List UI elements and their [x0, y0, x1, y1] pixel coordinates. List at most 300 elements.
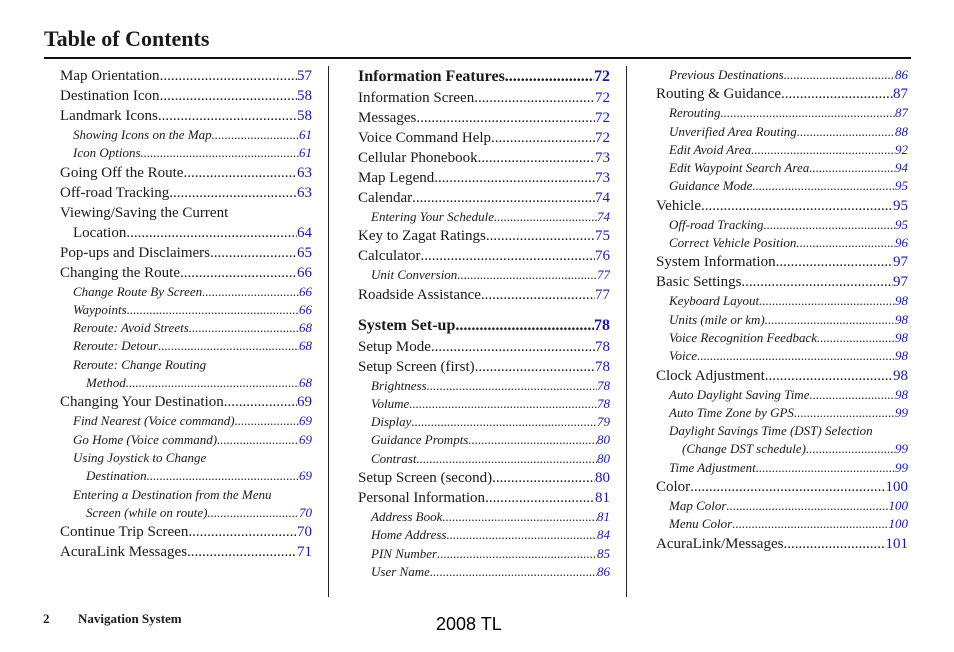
toc-page-link[interactable]: 75 — [595, 228, 610, 245]
dot-leader — [437, 545, 597, 563]
dot-leader — [481, 285, 595, 305]
toc-entry-title: Destination — [86, 468, 147, 484]
toc-page-link[interactable]: 70 — [297, 524, 312, 541]
toc-entry-title: Display — [371, 414, 412, 430]
dot-leader — [169, 183, 297, 203]
dot-leader — [126, 223, 297, 243]
toc-page-link[interactable]: 66 — [297, 264, 312, 281]
toc-entry[interactable] — [656, 216, 908, 234]
toc-entry-title: Menu Color — [669, 516, 733, 532]
toc-entry-title: Key to Zagat Ratings — [358, 228, 486, 245]
dot-leader — [796, 234, 895, 252]
toc-page-link[interactable]: 81 — [595, 490, 610, 507]
toc-page-link[interactable]: 100 — [888, 498, 908, 514]
toc-page-link[interactable]: 81 — [597, 509, 610, 525]
dot-leader — [141, 144, 299, 162]
toc-entry[interactable] — [60, 486, 312, 504]
toc-entry[interactable] — [656, 515, 908, 533]
toc-page-link[interactable]: 72 — [594, 68, 610, 85]
toc-entry-title: Screen (while on route) — [86, 504, 208, 520]
toc-entry[interactable] — [656, 534, 908, 554]
toc-entry[interactable] — [358, 226, 610, 246]
toc-entry[interactable] — [358, 266, 610, 284]
dot-leader — [160, 86, 297, 106]
toc-entry[interactable] — [358, 413, 610, 431]
toc-entry-title: Continue Trip Screen — [60, 524, 189, 541]
toc-page-link[interactable]: 99 — [895, 459, 908, 475]
dot-leader — [486, 226, 595, 246]
toc-page-link[interactable]: 78 — [597, 395, 610, 411]
toc-section-entry[interactable] — [358, 315, 610, 337]
dot-leader — [505, 66, 594, 88]
toc-entry-title: Icon Options — [73, 145, 141, 161]
toc-page-link[interactable]: 100 — [888, 516, 908, 532]
dot-leader — [412, 188, 595, 208]
toc-entry-title: Clock Adjustment — [656, 367, 765, 384]
toc-page-link[interactable]: 78 — [597, 377, 610, 393]
title-divider — [44, 57, 911, 59]
toc-page-link[interactable]: 66 — [299, 301, 312, 317]
dot-leader — [189, 319, 299, 337]
toc-entry[interactable] — [656, 141, 908, 159]
dot-leader — [485, 488, 595, 508]
toc-page-link[interactable]: 86 — [895, 67, 908, 82]
toc-entry-title: Auto Daylight Saving Time — [669, 386, 810, 402]
toc-entry[interactable] — [656, 422, 908, 440]
toc-entry-title: Calendar — [358, 190, 413, 206]
toc-entry[interactable] — [656, 459, 908, 477]
toc-page-link[interactable]: 86 — [597, 563, 610, 579]
toc-entry-title: Setup Screen (second) — [358, 470, 493, 487]
toc-page-link[interactable]: 64 — [297, 224, 312, 241]
toc-entry[interactable] — [60, 431, 312, 449]
toc-page-link[interactable]: 100 — [885, 479, 908, 496]
toc-page-link[interactable]: 95 — [895, 216, 908, 232]
toc-entry-title: Brightness — [371, 377, 427, 393]
toc-entry-title: System Information — [656, 254, 776, 271]
toc-entry-title: Change Route By Screen — [73, 283, 203, 299]
toc-entry[interactable] — [358, 563, 610, 581]
toc-page-link[interactable]: 61 — [299, 127, 312, 142]
dot-leader — [431, 337, 595, 357]
dot-leader — [126, 374, 299, 392]
dot-leader — [210, 243, 297, 263]
toc-entry[interactable] — [358, 545, 610, 563]
toc-entry-title: Off-road Tracking — [60, 184, 170, 201]
dot-leader — [809, 386, 895, 404]
toc-entry-title: Contrast — [371, 450, 417, 466]
toc-entry-title: Daylight Savings Time (DST) Selection — [669, 423, 873, 439]
dot-leader — [690, 477, 885, 497]
toc-entry[interactable] — [656, 440, 908, 458]
dot-leader — [446, 526, 597, 544]
toc-entry[interactable] — [60, 319, 312, 337]
toc-page-link[interactable]: 72 — [595, 90, 610, 106]
toc-entry[interactable] — [656, 66, 908, 84]
toc-entry-title: Changing the Route — [60, 264, 180, 281]
toc-entry[interactable] — [656, 196, 908, 216]
dot-leader — [417, 450, 597, 468]
dot-leader — [492, 468, 595, 488]
toc-entry[interactable] — [358, 431, 610, 449]
toc-page-link[interactable]: 92 — [895, 141, 908, 157]
dot-leader — [430, 563, 597, 581]
toc-entry[interactable] — [60, 183, 312, 203]
dot-leader — [765, 311, 895, 329]
dot-leader — [701, 196, 893, 216]
dot-leader — [783, 534, 885, 554]
toc-page-link[interactable]: 72 — [595, 110, 610, 126]
toc-page-link[interactable]: 80 — [595, 470, 610, 487]
toc-entry[interactable] — [60, 504, 312, 522]
toc-entry[interactable] — [358, 246, 610, 266]
toc-entry[interactable] — [358, 208, 610, 226]
dot-leader — [697, 347, 895, 365]
toc-entry[interactable] — [60, 542, 312, 562]
toc-entry[interactable] — [656, 347, 908, 365]
toc-page-link[interactable]: 70 — [299, 504, 312, 520]
toc-page-link[interactable]: 88 — [895, 123, 908, 139]
toc-entry[interactable] — [358, 450, 610, 468]
footer-page-number: 2 — [43, 611, 50, 626]
toc-page-link[interactable]: 101 — [885, 535, 908, 552]
toc-entry-title: Reroute: Detour — [73, 338, 159, 354]
toc-page-link[interactable]: 87 — [895, 105, 908, 121]
toc-page-link[interactable]: 97 — [893, 254, 908, 271]
toc-entry[interactable] — [60, 243, 312, 263]
toc-page-link[interactable]: 77 — [597, 267, 610, 283]
toc-entry-title: Time Adjustment — [669, 459, 756, 475]
toc-page-link[interactable]: 76 — [595, 248, 610, 265]
toc-entry[interactable] — [60, 522, 312, 542]
toc-entry[interactable] — [60, 356, 312, 374]
toc-entry[interactable] — [656, 104, 908, 122]
toc-page-link[interactable]: 99 — [895, 441, 908, 457]
toc-page-link[interactable]: 94 — [895, 160, 908, 176]
toc-entry-title: Using Joystick to Change — [73, 449, 207, 465]
toc-page-link[interactable]: 72 — [595, 130, 610, 146]
toc-entry[interactable] — [60, 223, 312, 243]
dot-leader — [158, 106, 297, 126]
toc-entry[interactable] — [60, 263, 312, 283]
toc-page-link[interactable]: 69 — [299, 431, 312, 447]
toc-entry-title: Routing & Guidance — [656, 86, 781, 103]
toc-entry[interactable] — [656, 404, 908, 422]
dot-leader — [491, 128, 595, 148]
toc-entry[interactable] — [358, 168, 610, 188]
toc-page-link[interactable]: 69 — [299, 413, 312, 429]
toc-page-link[interactable]: 74 — [595, 190, 610, 206]
dot-leader — [160, 66, 297, 86]
toc-entry[interactable] — [60, 374, 312, 392]
toc-entry-title: Basic Settings — [656, 274, 742, 291]
dot-leader — [794, 404, 895, 422]
toc-entry[interactable] — [656, 292, 908, 310]
toc-entry-title: Map Orientation — [60, 68, 160, 84]
toc-entry[interactable] — [656, 234, 908, 252]
section-spacer — [358, 305, 610, 315]
toc-entry-title: Information Features — [358, 68, 505, 85]
toc-entry-title: Unverified Area Routing — [669, 123, 797, 139]
footer-section-label: Navigation System — [78, 611, 182, 626]
toc-page-link[interactable]: 85 — [597, 545, 610, 561]
toc-page-link[interactable]: 98 — [895, 311, 908, 327]
toc-entry[interactable] — [60, 449, 312, 467]
toc-page-link[interactable]: 98 — [895, 293, 908, 309]
dot-leader — [752, 177, 895, 195]
dot-leader — [212, 126, 299, 144]
toc-entry-title: Map Color — [669, 498, 727, 514]
toc-entry-title: Edit Avoid Area — [669, 141, 752, 157]
toc-entry-title: Correct Vehicle Position — [669, 235, 797, 251]
toc-page-link[interactable]: 63 — [297, 184, 312, 201]
toc-entry-title: Unit Conversion — [371, 267, 458, 283]
toc-entry-title: Off-road Tracking — [669, 216, 764, 232]
toc-entry[interactable] — [60, 203, 312, 223]
toc-page-link[interactable]: 99 — [895, 404, 908, 420]
toc-column-1 — [60, 66, 312, 562]
dot-leader — [797, 123, 895, 141]
dot-leader — [756, 459, 895, 477]
toc-entry-title: Setup Mode — [358, 338, 431, 355]
toc-entry-title: Color — [656, 479, 691, 496]
toc-page-link[interactable]: 79 — [597, 414, 610, 430]
dot-leader — [455, 315, 594, 337]
toc-entry-title: Calculator — [358, 248, 421, 265]
toc-entry[interactable] — [656, 159, 908, 177]
toc-entry[interactable] — [656, 177, 908, 195]
toc-entry[interactable] — [358, 488, 610, 508]
toc-entry[interactable] — [656, 84, 908, 104]
toc-entry-title: Method — [86, 375, 126, 391]
toc-page-link[interactable]: 71 — [297, 544, 312, 561]
dot-leader — [764, 216, 896, 234]
toc-entry-title: Information Screen — [358, 90, 475, 106]
toc-entry[interactable] — [60, 412, 312, 430]
dot-leader — [207, 504, 299, 522]
toc-entry-title: Cellular Phonebook — [358, 150, 478, 166]
toc-entry-title: Going Off the Route — [60, 164, 184, 181]
toc-entry-title: Personal Information — [358, 490, 486, 507]
toc-entry[interactable] — [60, 86, 312, 106]
dot-leader — [187, 542, 297, 562]
toc-entry[interactable] — [358, 88, 610, 108]
toc-page-link[interactable]: 78 — [594, 316, 610, 334]
toc-entry-title: Roadside Assistance — [358, 286, 481, 303]
toc-entry-title: Waypoints — [73, 301, 127, 317]
toc-page-link[interactable]: 95 — [895, 178, 908, 194]
toc-page-link[interactable]: 68 — [299, 338, 312, 354]
dot-leader — [468, 431, 597, 449]
toc-entry-title: Map Legend — [358, 170, 435, 186]
toc-entry[interactable] — [656, 123, 908, 141]
toc-entry-title: Keyboard Layout — [669, 293, 760, 309]
dot-leader — [416, 108, 595, 128]
dot-leader — [147, 467, 299, 485]
toc-entry[interactable] — [656, 386, 908, 404]
toc-entry-title: Changing Your Destination — [60, 394, 224, 411]
toc-entry-title: Guidance Prompts — [371, 432, 469, 448]
toc-entry[interactable] — [60, 467, 312, 485]
toc-page-link[interactable]: 58 — [297, 88, 312, 104]
toc-entry-title: Guidance Mode — [669, 178, 753, 194]
toc-entry-title: Messages — [358, 110, 417, 126]
dot-leader — [427, 377, 597, 395]
toc-page-link[interactable]: 65 — [297, 244, 312, 261]
toc-page-link[interactable]: 69 — [297, 394, 312, 411]
toc-entry-title: Vehicle — [656, 197, 701, 214]
toc-entry[interactable] — [358, 377, 610, 395]
dot-leader — [434, 168, 595, 188]
toc-page-link[interactable]: 58 — [297, 108, 312, 124]
toc-entry[interactable] — [656, 311, 908, 329]
dot-leader — [475, 357, 595, 377]
dot-leader — [781, 84, 893, 104]
dot-leader — [411, 413, 597, 431]
dot-leader — [784, 66, 895, 84]
toc-page-link[interactable]: 69 — [299, 468, 312, 484]
toc-entry[interactable] — [358, 108, 610, 128]
toc-entry-title: Voice — [669, 348, 698, 364]
toc-page-link[interactable]: 98 — [895, 329, 908, 345]
dot-leader — [494, 208, 597, 226]
dot-leader — [726, 497, 888, 515]
toc-page-link[interactable]: 97 — [893, 274, 908, 291]
toc-page-link[interactable]: 74 — [597, 209, 610, 224]
toc-page-link[interactable]: 57 — [297, 68, 312, 84]
toc-entry-title: System Set-up — [358, 316, 456, 334]
dot-leader — [759, 292, 895, 310]
toc-entry[interactable] — [656, 497, 908, 515]
toc-entry-title: (Change DST schedule) — [682, 441, 806, 457]
toc-entry[interactable] — [60, 392, 312, 412]
toc-page-link[interactable]: 87 — [893, 86, 908, 103]
toc-entry[interactable] — [60, 283, 312, 301]
toc-entry-title: Entering Your Schedule — [371, 209, 495, 224]
dot-leader — [806, 440, 895, 458]
toc-page-link[interactable]: 96 — [895, 235, 908, 251]
toc-page-link[interactable]: 68 — [299, 320, 312, 336]
toc-entry-title: AcuraLink/Messages — [656, 535, 784, 552]
toc-entry[interactable] — [656, 329, 908, 347]
toc-entry[interactable] — [358, 357, 610, 377]
toc-entry[interactable] — [60, 337, 312, 355]
toc-entry[interactable] — [60, 163, 312, 183]
dot-leader — [478, 148, 595, 168]
toc-entry[interactable] — [358, 468, 610, 488]
toc-entry[interactable] — [656, 272, 908, 292]
toc-page-link[interactable]: 80 — [597, 450, 610, 466]
toc-entry-title: Voice Recognition Feedback — [669, 329, 817, 345]
dot-leader — [188, 522, 297, 542]
toc-page-link[interactable]: 77 — [595, 286, 610, 303]
toc-page-link[interactable]: 68 — [299, 375, 312, 391]
toc-page-link[interactable]: 98 — [895, 386, 908, 402]
toc-entry[interactable] — [60, 66, 312, 86]
dot-leader — [442, 508, 597, 526]
toc-entry-title: Units (mile or km) — [669, 311, 765, 327]
toc-entry[interactable] — [60, 106, 312, 126]
dot-leader — [202, 283, 299, 301]
toc-entry-title: Rerouting — [669, 105, 721, 121]
toc-page-link[interactable]: 80 — [597, 432, 610, 448]
dot-leader — [180, 263, 297, 283]
column-divider — [328, 66, 329, 597]
toc-entry[interactable] — [60, 126, 312, 144]
dot-leader — [809, 159, 895, 177]
toc-entry-title: Showing Icons on the Map — [73, 127, 212, 142]
toc-entry-title: Landmark Icons — [60, 108, 158, 124]
toc-page-link[interactable]: 95 — [893, 197, 908, 214]
toc-entry[interactable] — [358, 128, 610, 148]
toc-entry-title: Go Home (Voice command) — [73, 431, 218, 447]
toc-section-entry[interactable] — [358, 66, 610, 88]
toc-page-link[interactable]: 63 — [297, 164, 312, 181]
toc-page-link[interactable]: 73 — [595, 170, 610, 186]
dot-leader — [776, 252, 893, 272]
toc-entry[interactable] — [358, 188, 610, 208]
toc-entry-title: Destination Icon — [60, 88, 160, 104]
toc-entry-title: User Name — [371, 563, 430, 579]
toc-entry[interactable] — [358, 526, 610, 544]
toc-entry[interactable] — [358, 285, 610, 305]
toc-column-2 — [358, 66, 610, 581]
dot-leader — [721, 104, 895, 122]
dot-leader — [217, 431, 299, 449]
toc-entry-title: Home Address — [371, 527, 447, 543]
toc-page-link[interactable]: 73 — [595, 150, 610, 166]
toc-entry-title: Entering a Destination from the Menu — [73, 486, 272, 502]
dot-leader — [183, 163, 297, 183]
toc-page-link[interactable]: 98 — [895, 348, 908, 364]
dot-leader — [224, 392, 297, 412]
toc-entry[interactable] — [358, 148, 610, 168]
dot-leader — [127, 301, 299, 319]
toc-entry[interactable] — [358, 508, 610, 526]
dot-leader — [741, 272, 893, 292]
toc-entry-title: Previous Destinations — [669, 67, 784, 82]
toc-page-link[interactable]: 78 — [595, 358, 610, 375]
dot-leader — [474, 88, 595, 108]
toc-entry-title: Find Nearest (Voice command) — [73, 413, 235, 429]
toc-page-link[interactable]: 61 — [299, 145, 312, 161]
toc-entry[interactable] — [358, 395, 610, 413]
toc-entry[interactable] — [656, 252, 908, 272]
dot-leader — [158, 337, 299, 355]
toc-page-link[interactable]: 98 — [893, 367, 908, 384]
toc-entry-title: Setup Screen (first) — [358, 358, 475, 375]
toc-entry[interactable] — [60, 301, 312, 319]
toc-entry-title: Viewing/Saving the Current — [60, 204, 229, 221]
toc-entry[interactable] — [656, 366, 908, 386]
toc-entry-title: Reroute: Avoid Streets — [73, 320, 189, 336]
toc-page-link[interactable]: 84 — [597, 527, 610, 543]
dot-leader — [457, 266, 597, 284]
toc-entry-title: Volume — [371, 395, 410, 411]
dot-leader — [732, 515, 888, 533]
toc-entry[interactable] — [358, 337, 610, 357]
dot-leader — [817, 329, 895, 347]
toc-entry[interactable] — [60, 144, 312, 162]
toc-page-link[interactable]: 66 — [299, 283, 312, 299]
toc-entry-title: PIN Number — [371, 545, 438, 561]
dot-leader — [765, 366, 893, 386]
dot-leader — [235, 412, 299, 430]
toc-entry[interactable] — [656, 477, 908, 497]
dot-leader — [409, 395, 597, 413]
toc-page-link[interactable]: 78 — [595, 338, 610, 355]
toc-entry-title: Reroute: Change Routing — [73, 356, 207, 372]
